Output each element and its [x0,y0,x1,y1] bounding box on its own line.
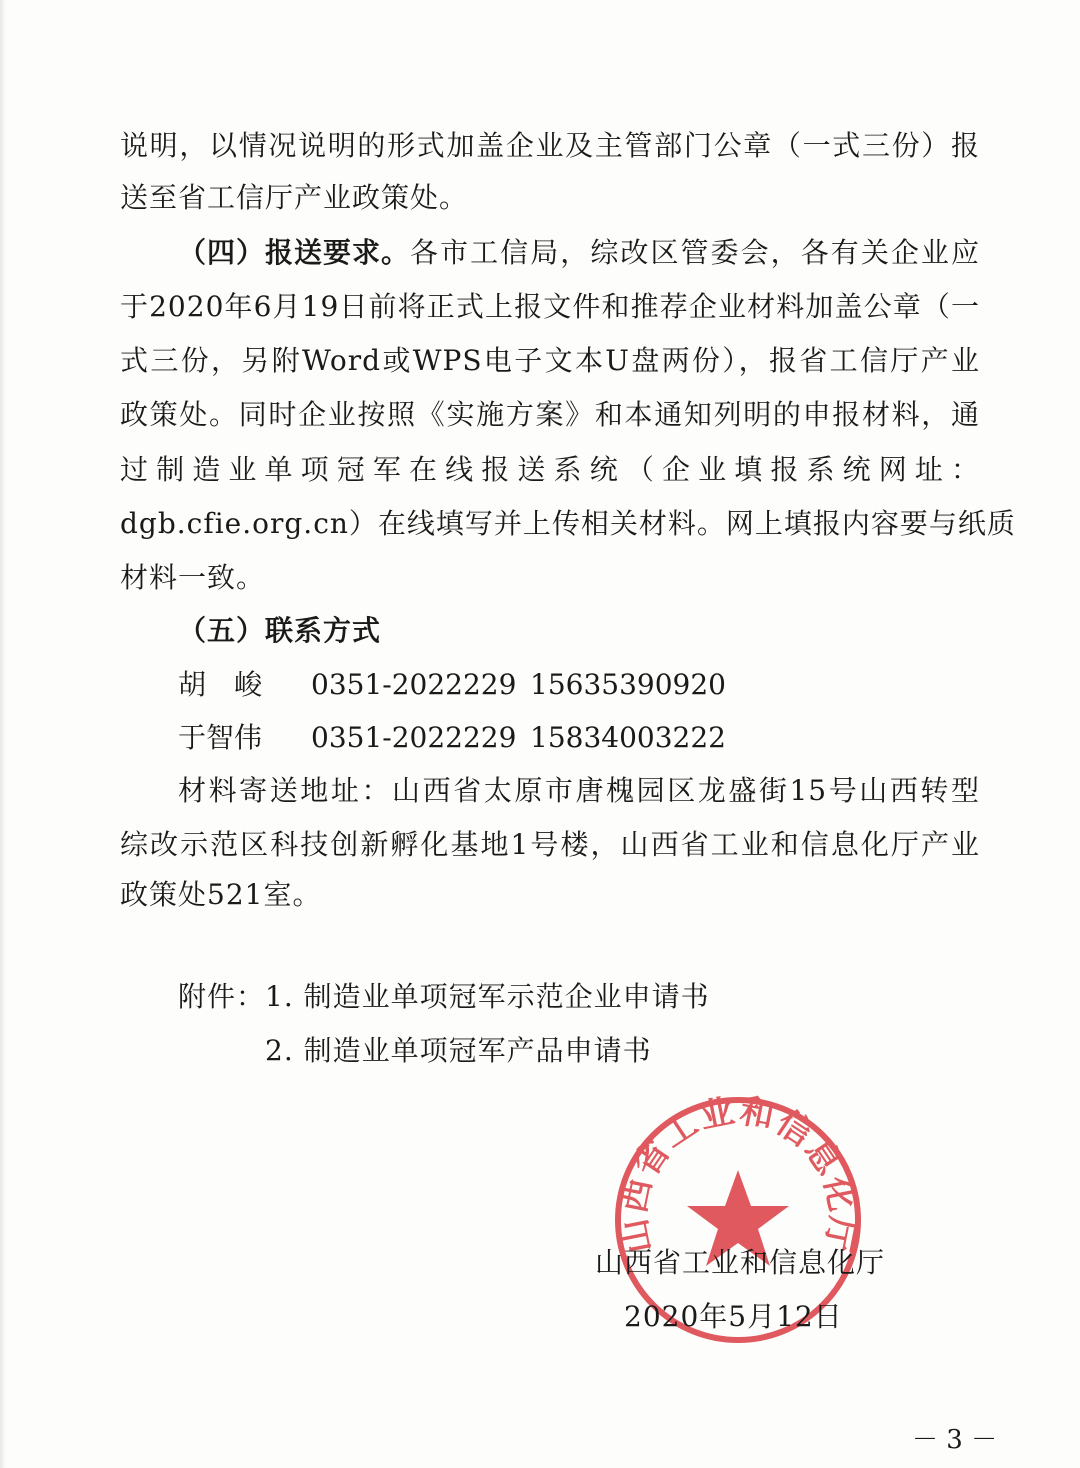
attachments-label: 附件： [178,980,266,1013]
address-line: 综改示范区科技创新孵化基地1号楼，山西省工业和信息化厅产业 [120,828,980,861]
paragraph-line: 政策处。同时企业按照《实施方案》和本通知列明的申报材料，通 [120,398,980,431]
paragraph-line [178,236,980,270]
paragraph-line: 于2020年6月19日前将正式上报文件和推荐企业材料加盖公章（一 [120,290,980,323]
address-line: 政策处521室。 [120,878,322,911]
issue-date: 2020年5月12日 [624,1300,843,1333]
paragraph-line: 过制造业单项冠军在线报送系统（企业填报系统网址： [120,453,980,486]
paragraph-line: 式三份，另附Word或WPS电子文本U盘两份），报省工信厅产业 [120,344,980,377]
page-number: － 3 － [912,1425,998,1455]
issuing-organization: 山西省工业和信息化厅 [595,1246,886,1279]
paragraph-line: dgb.cfie.org.cn）在线填写并上传相关材料。网上填报内容要与纸质 [120,507,1016,540]
attachment-item: 2. 制造业单项冠军产品申请书 [265,1034,652,1067]
paragraph-line: 送至省工信厅产业政策处。 [120,181,469,214]
paragraph-text: 各市工信局，综改区管委会，各有关企业应 [410,236,980,269]
address-line: 材料寄送地址：山西省太原市唐槐园区龙盛街15号山西转型 [178,774,980,807]
contact-name: 胡 峻 [178,668,263,701]
contact-mobile: 15635390920 [530,668,726,701]
paragraph-line: 材料一致。 [120,561,266,594]
scan-edge-shadow [0,0,6,1468]
seal-text: 山西省工业和信息化厅 [613,1092,863,1257]
attachment-item: 1. 制造业单项冠军示范企业申请书 [265,980,710,1013]
paragraph-line: 说明，以情况说明的形式加盖企业及主管部门公章（一式三份）报 [120,129,980,162]
contact-phone: 0351-2022229 [311,721,517,754]
contact-name: 于智伟 [178,721,263,754]
contact-mobile: 15834003222 [530,721,726,754]
section-heading-four: （四）报送要求。 [178,236,411,269]
contact-phone: 0351-2022229 [311,668,517,701]
section-heading-five: （五）联系方式 [178,614,382,647]
